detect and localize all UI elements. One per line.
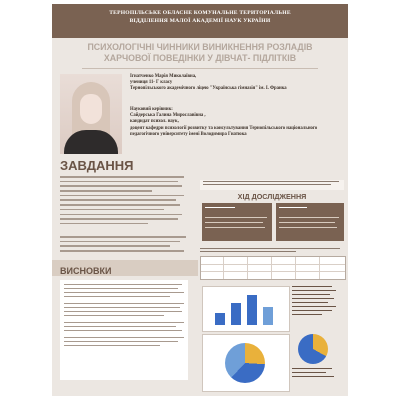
text-line <box>60 245 170 247</box>
text-line <box>64 315 164 316</box>
text-line <box>60 204 180 206</box>
text-line <box>292 368 332 369</box>
research-box-right <box>276 203 344 241</box>
advisor-degree: кандидат психол. наук, <box>130 119 179 125</box>
text-line <box>205 217 267 218</box>
text-line <box>60 218 178 220</box>
text-line <box>203 181 339 182</box>
text-line <box>64 311 182 312</box>
text-line <box>279 227 337 228</box>
pie-chart-figure <box>202 334 290 392</box>
text-line <box>64 330 182 331</box>
text-line <box>60 195 184 197</box>
chart-side-text <box>292 286 344 318</box>
text-line <box>205 227 265 228</box>
text-line <box>279 222 335 223</box>
text-line <box>292 376 334 377</box>
table-column-divider <box>247 257 248 279</box>
table-column-divider <box>223 257 224 279</box>
advisor-block <box>130 107 344 138</box>
organization-line-1: ТЕРНОПІЛЬСЬКЕ ОБЛАСНЕ КОМУНАЛЬНЕ ТЕРИТОРІАЛЬНЕ <box>109 10 291 16</box>
table-caption <box>200 248 344 254</box>
author-block <box>130 74 344 93</box>
text-line <box>60 190 152 192</box>
organization-line-2: ВІДДІЛЕННЯ МАЛОЇ АКАДЕМІЇ НАУК УКРАЇНИ <box>129 18 271 24</box>
tasks-heading: ЗАВДАННЯ <box>60 158 134 173</box>
author-photo <box>60 74 122 154</box>
text-line <box>64 303 184 304</box>
text-line <box>60 209 164 211</box>
poster-title <box>60 42 340 64</box>
chart-bar <box>263 307 273 325</box>
text-line <box>60 199 176 201</box>
hypothesis-text <box>60 236 186 255</box>
text-line <box>200 248 340 249</box>
text-line <box>200 251 296 252</box>
advisor-heading: Науковий керівник: <box>130 107 173 112</box>
chart-bar <box>231 303 241 325</box>
author-name: Ігнатченко Марія Миколаївна, <box>130 74 197 79</box>
text-line <box>64 307 180 308</box>
author-grade: учениця 11- Г класу <box>130 80 173 86</box>
text-line <box>64 284 182 285</box>
organization-name <box>58 9 342 25</box>
text-line <box>205 222 263 223</box>
bar-chart-figure <box>202 286 290 332</box>
text-line <box>64 337 184 338</box>
chart-bar <box>215 313 225 325</box>
research-box-left <box>202 203 272 241</box>
table-column-divider <box>295 257 296 279</box>
table-column-divider <box>271 257 272 279</box>
text-line <box>64 288 178 289</box>
pie-chart <box>225 343 265 383</box>
photo-face <box>80 94 102 124</box>
pie-chart-small <box>298 334 328 364</box>
text-line <box>292 310 332 311</box>
results-table <box>200 256 346 280</box>
text-line <box>60 181 178 183</box>
text-line <box>64 341 178 342</box>
author-school: Тернопільського академічного ліцею "Українська гімназія" ім. І. Франка <box>130 86 287 92</box>
text-line <box>60 236 186 238</box>
box-label <box>205 207 235 208</box>
chart-bar <box>247 295 257 325</box>
text-line <box>64 322 184 323</box>
advisor-position: доцент кафедри психології розвитку та консультування Тернопільського національного педагогічного університету імені Володимира Гнатюка <box>130 125 318 137</box>
text-line <box>292 298 334 299</box>
text-line <box>60 223 148 225</box>
text-line <box>292 314 322 315</box>
poster <box>52 4 348 396</box>
text-line <box>64 326 176 327</box>
poster-title-line-1: ПСИХОЛОГІЧНІ ЧИННИКИ ВИНИКНЕННЯ РОЗЛАДІВ <box>87 42 313 52</box>
text-line <box>64 345 160 346</box>
advisor-name: Сайдерська Галина Мирославівна , <box>130 113 206 119</box>
methods-text <box>200 180 344 190</box>
text-line <box>60 185 182 187</box>
conclusions-heading: ВИСНОВКИ <box>60 266 112 276</box>
tasks-text <box>60 176 186 228</box>
text-line <box>64 296 170 297</box>
progress-heading: ХІД ДОСЛІДЖЕННЯ <box>237 192 307 201</box>
title-divider <box>82 68 318 69</box>
text-line <box>60 214 182 216</box>
text-line <box>60 250 184 252</box>
text-line <box>292 286 332 287</box>
text-line <box>292 306 336 307</box>
text-line <box>203 184 331 185</box>
poster-title-line-2: ХАРЧОВОЇ ПОВЕДІНКИ У ДІВЧАТ- ПІДЛІТКІВ <box>103 53 297 63</box>
text-line <box>279 217 339 218</box>
text-line <box>60 176 184 178</box>
conclusions-text <box>60 280 188 380</box>
pie-side-text <box>292 368 344 380</box>
text-line <box>292 290 336 291</box>
table-column-divider <box>319 257 320 279</box>
text-line <box>60 241 180 243</box>
box-label <box>279 207 307 208</box>
text-line <box>292 372 326 373</box>
text-line <box>292 302 328 303</box>
text-line <box>292 294 330 295</box>
text-line <box>64 292 184 293</box>
